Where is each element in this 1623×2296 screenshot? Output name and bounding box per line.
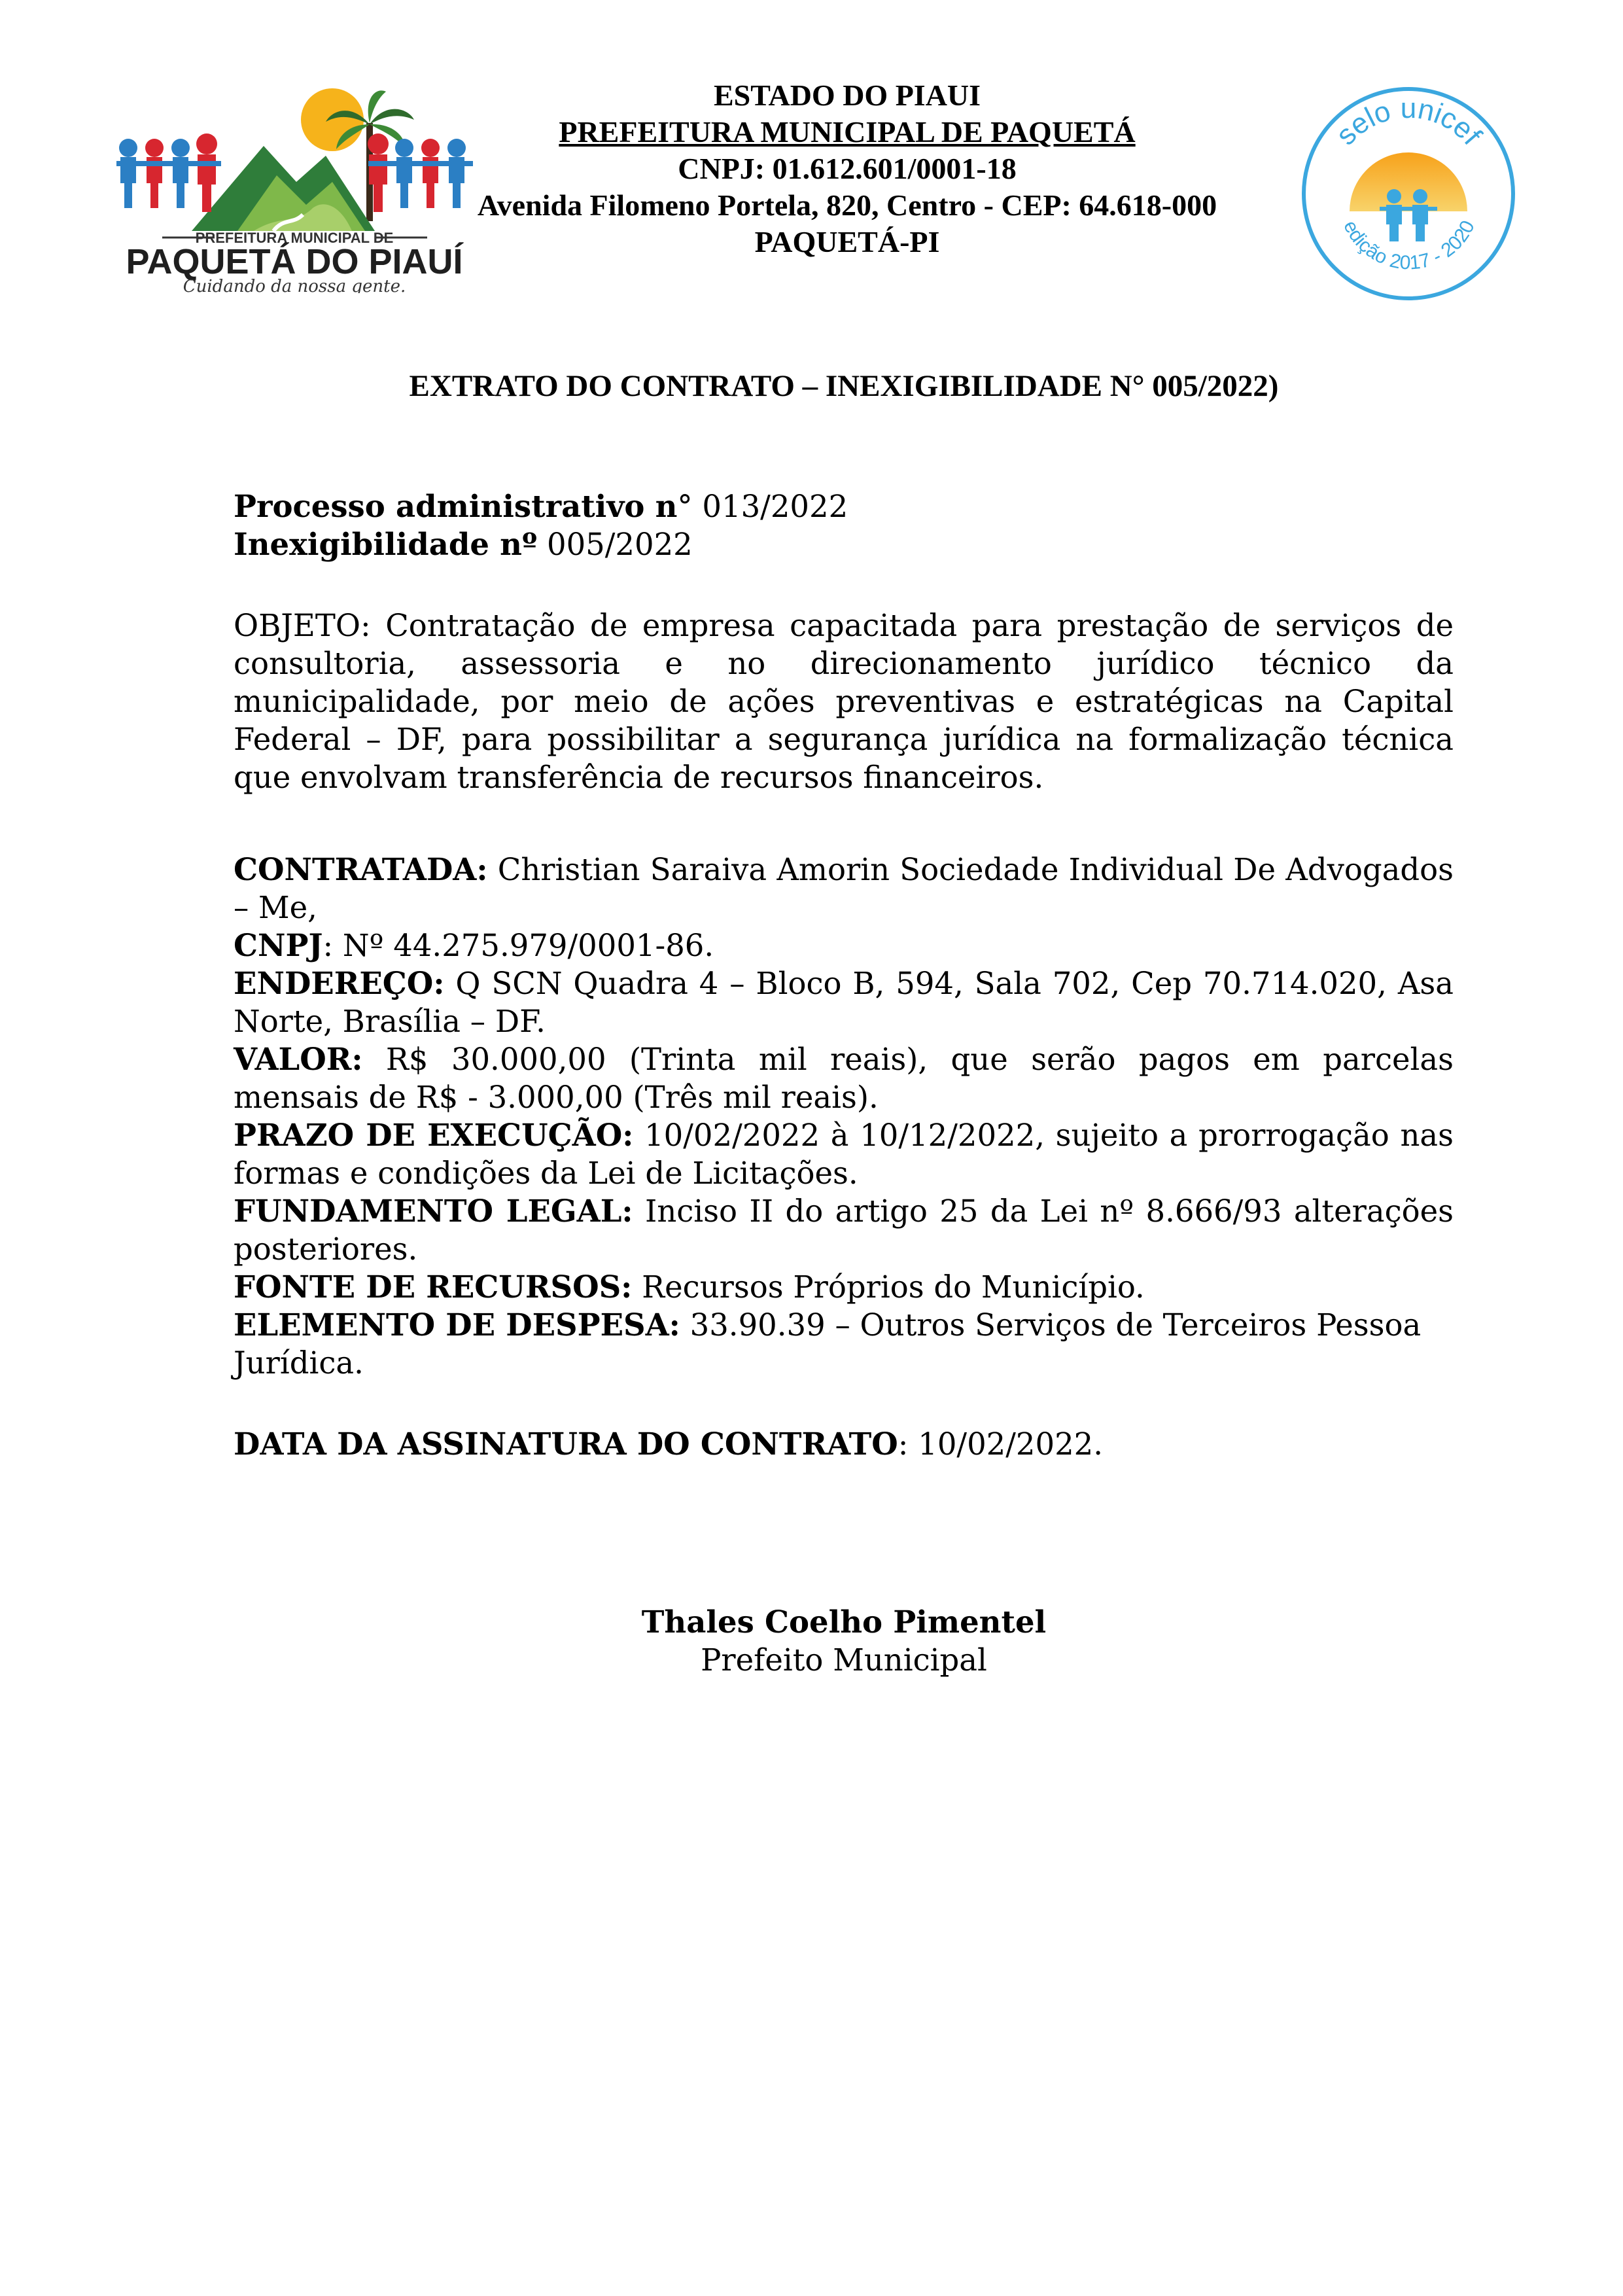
fonte-line	[234, 1268, 1454, 1306]
seal-top-text: selo unicef	[1329, 92, 1488, 152]
inexigibilidade-value: 005/2022	[537, 527, 693, 562]
fundamento-value: Inciso II do artigo 25 da Lei nº 8.666/93 alterações posteriores.	[234, 1193, 1454, 1267]
people-right-icon	[368, 133, 473, 212]
process-block	[234, 487, 1454, 563]
inexigibilidade-label: Inexigibilidade nº	[234, 526, 538, 562]
data-assinatura-line	[234, 1425, 1454, 1463]
elemento-value: 33.90.39 – Outros Serviços de Terceiros Pessoa Jurídica.	[234, 1307, 1422, 1381]
prazo-label: PRAZO DE EXECUÇÃO:	[234, 1117, 634, 1153]
endereco-value: Q SCN Quadra 4 – Bloco B, 594, Sala 702, Cep 70.714.020, Asa Norte, Brasília – DF.	[234, 966, 1454, 1039]
seal-bottom-text: edição 2017 - 2020	[1339, 217, 1479, 274]
data-assinatura-label: DATA DA ASSINATURA DO CONTRATO	[234, 1426, 898, 1462]
fundamento-label: FUNDAMENTO LEGAL:	[234, 1193, 633, 1229]
header-cnpj: CNPJ: 01.612.601/0001-18	[678, 152, 1017, 185]
paqueta-logo	[116, 84, 473, 293]
cnpj-value: : Nº 44.275.979/0001-86.	[323, 928, 714, 963]
fundamento-line	[234, 1192, 1454, 1268]
contratada-line	[234, 851, 1454, 927]
header-prefeitura: PREFEITURA MUNICIPAL DE PAQUETÁ	[559, 115, 1136, 149]
cnpj-label: CNPJ	[234, 927, 323, 963]
logo-small-text: PREFEITURA MUNICIPAL DE	[195, 230, 394, 246]
header-state: ESTADO DO PIAUI	[713, 79, 981, 112]
prazo-line	[234, 1116, 1454, 1192]
processo-line	[234, 487, 1454, 525]
endereco-label: ENDEREÇO:	[234, 965, 445, 1001]
endereco-line	[234, 964, 1454, 1040]
contract-details	[234, 851, 1454, 1382]
header-city: PAQUETÁ-PI	[754, 225, 940, 258]
document-title: EXTRATO DO CONTRATO – INEXIGIBILIDADE N° 005/2022)	[409, 369, 1279, 403]
logo-big-text: PAQUETÁ DO PIAUÍ	[126, 242, 463, 281]
cnpj-line	[234, 927, 1454, 964]
inexigibilidade-line	[234, 525, 1454, 563]
sun-icon	[301, 88, 364, 151]
fonte-value: Recursos Próprios do Município.	[632, 1269, 1145, 1305]
contratada-value: Christian Saraiva Amorin Sociedade Individual De Advogados – Me,	[234, 852, 1454, 925]
objeto-block	[234, 607, 1454, 796]
logo-slogan: Cuidando da nossa gente.	[183, 277, 406, 293]
people-left-icon	[116, 133, 221, 212]
prazo-value: 10/02/2022 à 10/12/2022, sujeito a prorrogação nas formas e condições da Lei de Licitações.	[234, 1118, 1454, 1191]
data-assinatura-value: : 10/02/2022.	[898, 1426, 1104, 1462]
objeto-text: OBJETO: Contratação de empresa capacitada para prestação de serviços de consultoria, assessoria e no direcionamento jurídico técnico da municipalidade, por meio de ações preventivas e estratégicas na Capital Federal – DF, para possibilitar a segurança jurídica na formalização técnica que envolvam transferência de recursos financeiros.	[234, 608, 1454, 795]
elemento-line	[234, 1306, 1454, 1382]
valor-label: VALOR:	[234, 1041, 363, 1077]
header-address: Avenida Filomeno Portela, 820, Centro - CEP: 64.618-000	[477, 188, 1217, 222]
valor-line	[234, 1040, 1454, 1116]
signatory-role: Prefeito Municipal	[701, 1642, 987, 1678]
unicef-seal	[1299, 77, 1518, 309]
elemento-label: ELEMENTO DE DESPESA:	[234, 1307, 680, 1343]
signatory-name: Thales Coelho Pimentel	[641, 1604, 1047, 1640]
contratada-label: CONTRATADA:	[234, 851, 488, 887]
signature-date-block	[234, 1425, 1454, 1463]
valor-value: R$ 30.000,00 (Trinta mil reais), que serão pagos em parcelas mensais de R$ - 3.000,00 (Três mil reais).	[234, 1042, 1454, 1115]
processo-value: ° 013/2022	[677, 489, 848, 524]
fonte-label: FONTE DE RECURSOS:	[234, 1269, 633, 1305]
processo-label: Processo administrativo n	[234, 488, 678, 524]
mountains-icon	[192, 146, 375, 231]
